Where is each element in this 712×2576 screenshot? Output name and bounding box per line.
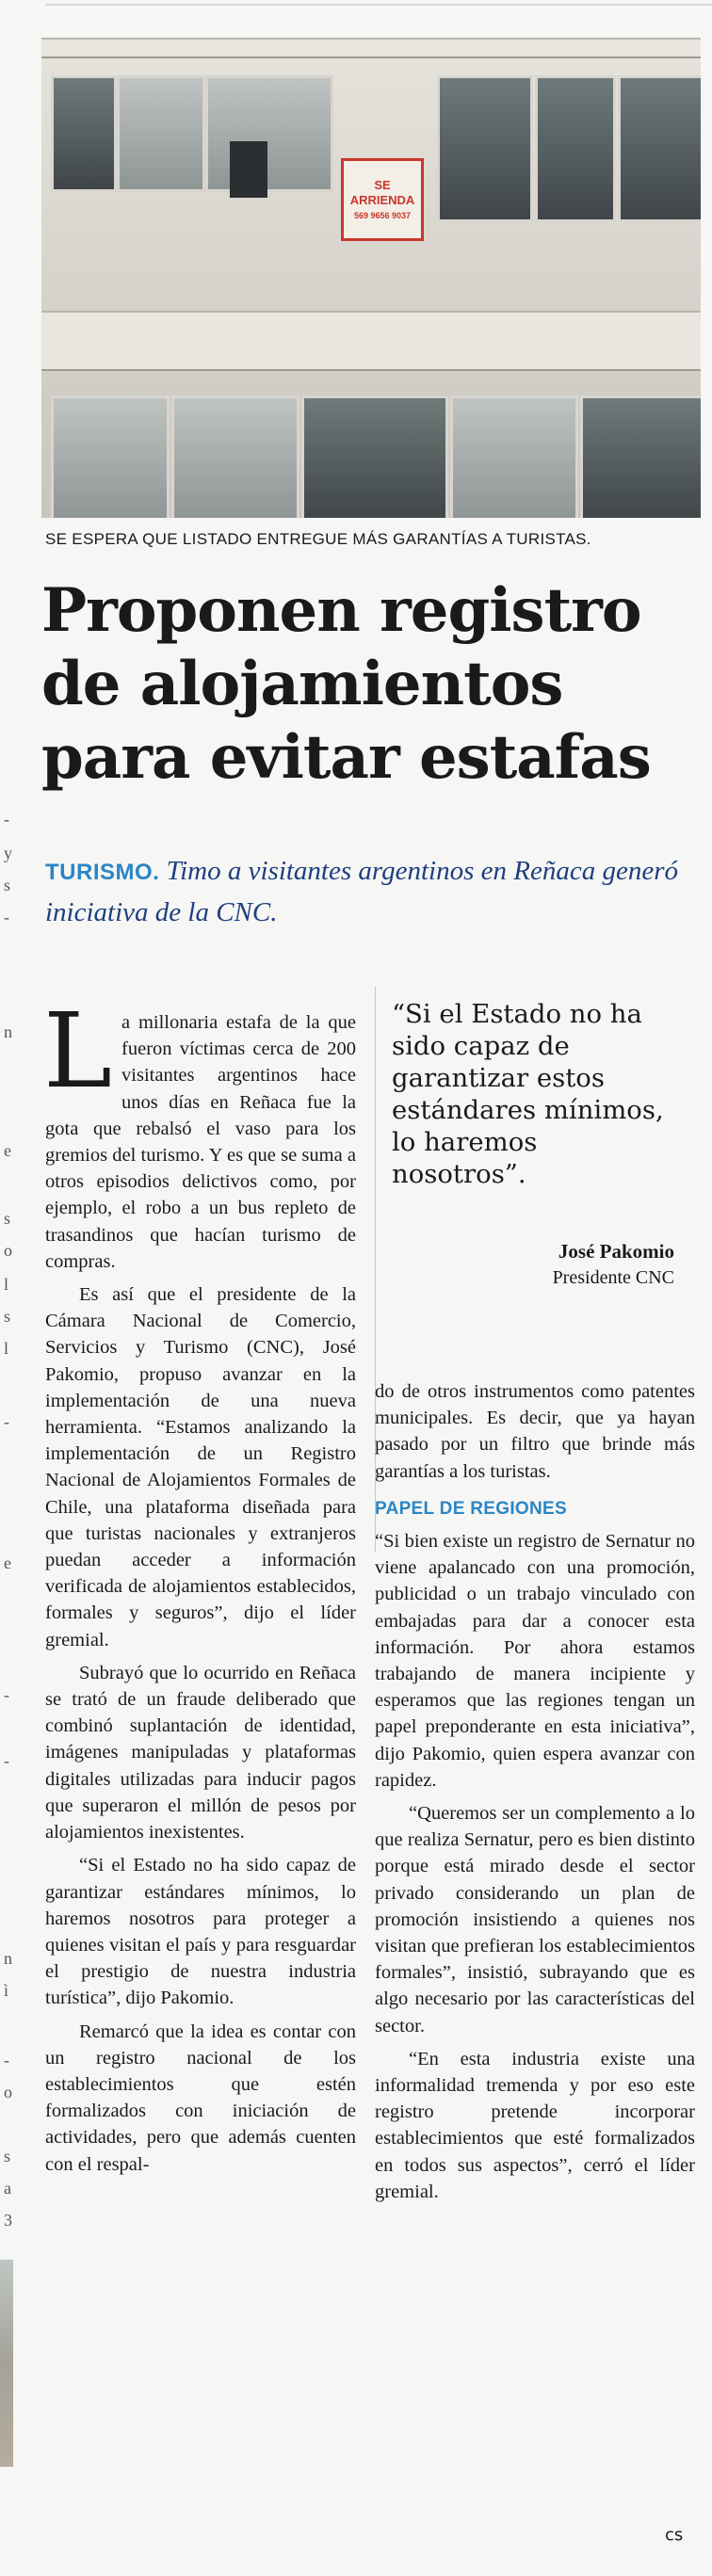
gutter-fragment: - (4, 908, 9, 926)
gutter-fragment: s (4, 1307, 11, 1326)
gutter-photo-edge (0, 2260, 13, 2467)
gutter-fragment: l (4, 1275, 9, 1294)
gutter-fragment: s (4, 2147, 11, 2165)
gutter-fragment: o (4, 2083, 12, 2101)
paragraph-4: “Si el Estado no ha sido capaz de garantizar estándares mínimos, lo haremos nosotros para proteger a quienes visitan el país y para resguardar el prestigio de nuestra industria turística”, dijo Pakomio. (45, 1855, 356, 2009)
pull-quote-role: Presidente CNC (552, 1267, 674, 1288)
for-rent-sign (341, 158, 424, 241)
gutter-fragment: y (4, 844, 12, 862)
article-column-right (375, 1378, 695, 2212)
pull-quote: “Si el Estado no ha sido capaz de garantizar estos estándares mínimos, lo haremos nosotros”. (392, 999, 664, 1189)
paragraph-7: “Si bien existe un registro de Sernatur no viene apalancado con una promoción, publicidad o un trabajo vinculado con embajadas para dar a conocer esta información. Por ahora estamos trabajando de manera incipiente y esperamos que las regiones tengan un papel preponderante en esta iniciativa”, dijo Pakomio, quien espera avanzar con rapidez. (375, 1531, 695, 1791)
gutter-fragment: s (4, 876, 11, 894)
gutter-fragment: - (4, 2051, 9, 2069)
gutter-fragment: - (4, 1412, 9, 1431)
section-kicker: TURISMO. (45, 860, 160, 885)
paragraph-9: “En esta industria existe una informalidad tremenda y por eso este registro pretende incorporar establecimientos que esté formalizados en todos sus aspectos”, cerró el líder gremial. (375, 2048, 695, 2202)
sign-line-1: SE (374, 178, 391, 192)
headline-line-2: de alojamientos (41, 649, 563, 719)
headline-line-3: para evitar estafas (41, 722, 651, 793)
top-rule (45, 4, 712, 6)
pull-quote-name: José Pakomio (558, 1240, 674, 1263)
gutter-fragment: a (4, 2179, 11, 2198)
gutter-fragment: - (4, 1751, 9, 1770)
article-photo (41, 38, 701, 518)
paragraph-8: “Queremos ser un complemento a lo que realiza Sernatur, pero es bien distinto porque está mirado desde el sector privado considerando un plan de promoción insistiendo a quienes nos visitan que prefieran los establecimientos formales”, insistió, subrayando que es algo necesario por las características del sector. (375, 1803, 695, 2037)
sign-phone: 569 9656 9037 (353, 211, 412, 221)
deck-text: Timo a visitantes argentinos en Reñaca generó iniciativa de la CNC. (45, 856, 678, 927)
photo-caption: SE ESPERA QUE LISTADO ENTREGUE MÁS GARANTÍAS A TURISTAS. (45, 530, 591, 548)
end-mark: cs (665, 2525, 684, 2545)
gutter-fragment: s (4, 1209, 11, 1228)
gutter-fragment: n (4, 1949, 12, 1968)
gutter-fragment: n (4, 1022, 12, 1041)
gutter-fragment: o (4, 1241, 12, 1260)
gutter-fragment: l (4, 1339, 9, 1358)
paragraph-1 (43, 990, 356, 1275)
article-column-left (43, 990, 356, 2184)
paragraph-2: Es así que el presidente de la Cámara Nacional de Comercio, Servicios y Turismo (CNC), José Pakomio, propuso avanzar en la implementación de una nueva herramienta. “Estamos analizando la implementación de un Registro Nacional de Alojamientos Formales de Chile, una plataforma diseñada para que turistas nacionales y extranjeros puedan acceder a información verificada de alojamientos establecidos, formales y seguros”, dijo el líder gremial. (45, 1284, 356, 1650)
gutter-fragment: 3 (4, 2211, 12, 2230)
adjacent-page-gutter (0, 810, 19, 2561)
gutter-fragment: ì (4, 1981, 9, 2000)
headline (41, 574, 701, 795)
gutter-fragment: e (4, 1554, 11, 1572)
sign-line-2: ARRIENDA (349, 192, 415, 207)
paragraph-3: Subrayó que lo ocurrido en Reñaca se trató de un fraude deliberado que combinó suplantación de identidad, imágenes manipuladas y plataformas digitales utilizadas para inducir pagos que superaron el millón de pesos por alojamientos inexistentes. (45, 1662, 356, 1843)
paragraph-1-text: a millonaria estafa de la que fueron víctimas cerca de 200 visitantes argentinos hace unos días en Reñaca fue la gota que rebalsó el vaso para los gremios del turismo. Y es que se suma a otros episodios delictivos como, por ejemplo, el robo a un bus repleto de trasandinos que hacían turismo de compras. (45, 1012, 356, 1272)
gutter-fragment: e (4, 1141, 11, 1160)
headline-line-1: Proponen registro (41, 575, 641, 646)
paragraph-5: Remarcó que la idea es contar con un registro nacional de los establecimientos que estén formalizados con iniciación de actividades, pero que además cuenten con el respal- (45, 2021, 356, 2175)
paragraph-6: do de otros instrumentos como patentes municipales. Es decir, que ya hayan pasado por un filtro que brinde más garantías a los turistas. (375, 1381, 695, 1482)
gutter-fragment: - (4, 1685, 9, 1704)
section-subhead: PAPEL DE REGIONES (375, 1498, 567, 1519)
gutter-fragment: - (4, 810, 9, 829)
deck (45, 851, 704, 932)
drop-cap: L (43, 990, 113, 1111)
